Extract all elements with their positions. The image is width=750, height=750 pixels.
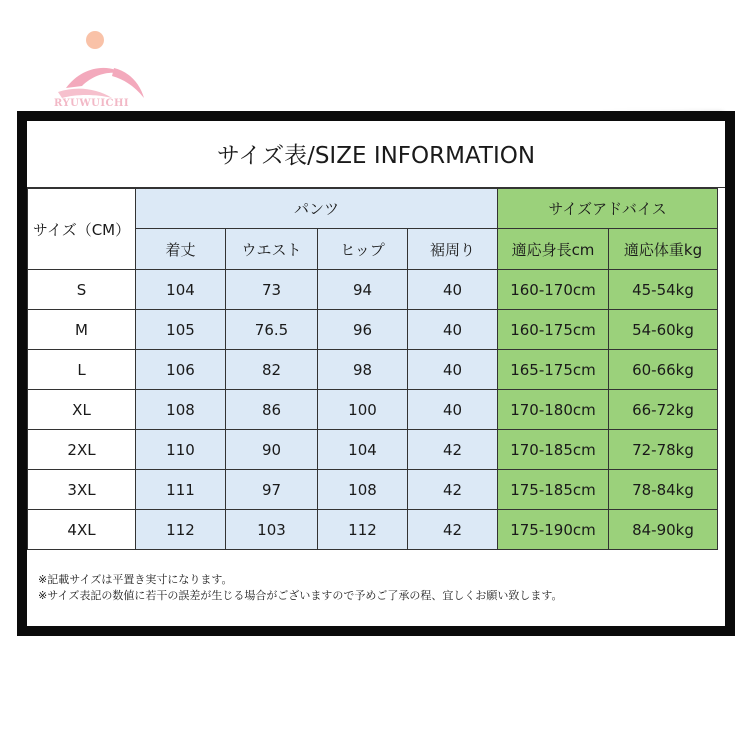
cell-size: 3XL xyxy=(28,470,136,510)
cell-weight: 78-84kg xyxy=(609,470,718,510)
cell-hip: 98 xyxy=(318,350,408,390)
table-row xyxy=(28,470,718,510)
cell-length: 112 xyxy=(136,510,226,550)
cell-hem: 40 xyxy=(408,310,498,350)
brand-logo-text: RYUWUICHI xyxy=(54,98,130,109)
cell-hem: 42 xyxy=(408,510,498,550)
cell-hem: 40 xyxy=(408,270,498,310)
cell-waist: 90 xyxy=(226,430,318,470)
cell-hem: 42 xyxy=(408,470,498,510)
cell-height: 175-185cm xyxy=(498,470,609,510)
table-row xyxy=(28,350,718,390)
cell-hip: 104 xyxy=(318,430,408,470)
table-row xyxy=(28,390,718,430)
cell-length: 111 xyxy=(136,470,226,510)
cell-waist: 73 xyxy=(226,270,318,310)
cell-weight: 66-72kg xyxy=(609,390,718,430)
cell-size: M xyxy=(28,310,136,350)
cell-height: 165-175cm xyxy=(498,350,609,390)
column-header-weight: 適応体重kg xyxy=(609,229,718,270)
size-advice-header: サイズアドバイス xyxy=(498,189,718,229)
cell-weight: 45-54kg xyxy=(609,270,718,310)
cell-hem: 40 xyxy=(408,350,498,390)
column-header-waist: ウエスト xyxy=(226,229,318,270)
cell-waist: 103 xyxy=(226,510,318,550)
cell-hip: 100 xyxy=(318,390,408,430)
cell-waist: 76.5 xyxy=(226,310,318,350)
cell-weight: 84-90kg xyxy=(609,510,718,550)
cell-waist: 97 xyxy=(226,470,318,510)
cell-length: 104 xyxy=(136,270,226,310)
cell-length: 105 xyxy=(136,310,226,350)
cell-length: 106 xyxy=(136,350,226,390)
table-row xyxy=(28,270,718,310)
page-title: サイズ表/SIZE INFORMATION xyxy=(27,121,725,188)
column-header-height: 適応身長cm xyxy=(498,229,609,270)
cell-size: 2XL xyxy=(28,430,136,470)
cell-height: 160-175cm xyxy=(498,310,609,350)
column-header-hem: 裾周り xyxy=(408,229,498,270)
cell-height: 170-185cm xyxy=(498,430,609,470)
cell-size: XL xyxy=(28,390,136,430)
cell-height: 160-170cm xyxy=(498,270,609,310)
pants-group-header: パンツ xyxy=(136,189,498,229)
cell-weight: 54-60kg xyxy=(609,310,718,350)
column-header-hip: ヒップ xyxy=(318,229,408,270)
size-table xyxy=(27,188,718,550)
cell-size: S xyxy=(28,270,136,310)
table-row xyxy=(28,510,718,550)
cell-hip: 94 xyxy=(318,270,408,310)
note-line: ※記載サイズは平置き実寸になります。 xyxy=(38,573,233,586)
cell-hip: 112 xyxy=(318,510,408,550)
cell-weight: 60-66kg xyxy=(609,350,718,390)
cell-waist: 82 xyxy=(226,350,318,390)
size-column-header: サイズ（CM） xyxy=(28,189,136,270)
table-row xyxy=(28,310,718,350)
note-line: ※サイズ表記の数値に若干の誤差が生じる場合がございますので予めご了承の程、宜しくお願い致します。 xyxy=(38,589,563,602)
cell-length: 108 xyxy=(136,390,226,430)
cell-size: 4XL xyxy=(28,510,136,550)
cell-size: L xyxy=(28,350,136,390)
cell-hip: 96 xyxy=(318,310,408,350)
cell-hem: 42 xyxy=(408,430,498,470)
column-header-length: 着丈 xyxy=(136,229,226,270)
cell-height: 170-180cm xyxy=(498,390,609,430)
cell-weight: 72-78kg xyxy=(609,430,718,470)
cell-length: 110 xyxy=(136,430,226,470)
cell-hem: 40 xyxy=(408,390,498,430)
table-row xyxy=(28,430,718,470)
cell-height: 175-190cm xyxy=(498,510,609,550)
notes xyxy=(38,572,562,604)
cell-hip: 108 xyxy=(318,470,408,510)
cell-waist: 86 xyxy=(226,390,318,430)
